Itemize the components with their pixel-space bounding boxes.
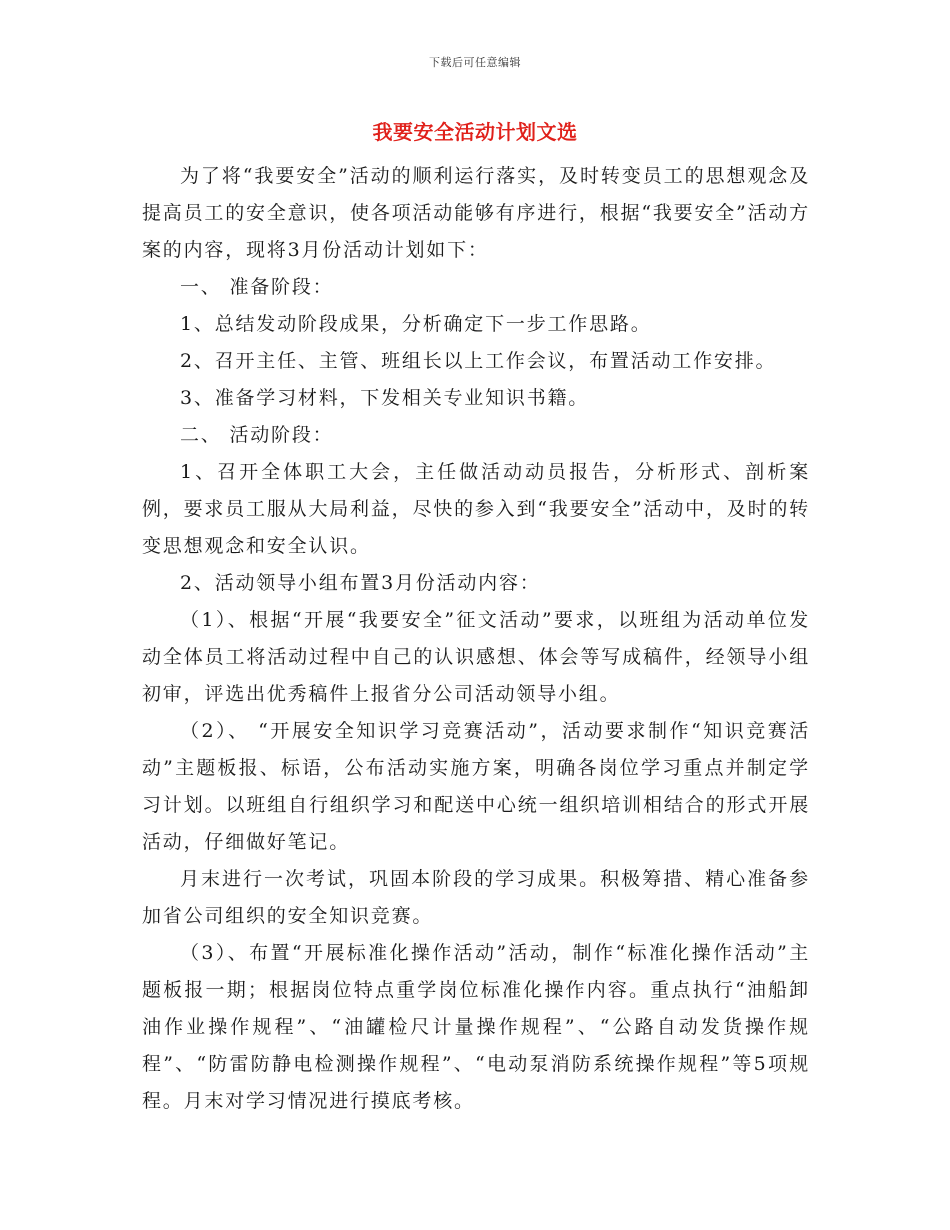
paragraph-activity-item-2: 2、活动领导小组布置3月份活动内容：	[180, 572, 541, 594]
paragraph-prep-item-3: 3、准备学习材料，下发相关专业知识书籍。	[180, 387, 590, 409]
document-body	[142, 158, 810, 1120]
section-heading-activity: 二、 活动阶段：	[180, 424, 334, 446]
paragraph-month-end-exam: 月末进行一次考试，巩固本阶段的学习成果。积极筹措、精心准备参加省公司组织的安全知识竞赛。	[142, 868, 810, 927]
section-heading-preparation: 一、 准备阶段：	[180, 276, 334, 298]
paragraph-prep-item-1: 1、总结发动阶段成果，分析确定下一步工作思路。	[180, 313, 652, 335]
paragraph-subitem-2: （2）、 “开展安全知识学习竞赛活动”，活动要求制作“知识竞赛活动”主题板报、标语，公布活动实施方案，明确各岗位学习重点并制定学习计划。以班组自行组织学习和配送中心统一组织培训相结合的形式开展活动，仔细做好笔记。	[142, 720, 810, 853]
paragraph-prep-item-2: 2、召开主任、主管、班组长以上工作会议，布置活动工作安排。	[180, 350, 777, 372]
paragraph-subitem-3: （3）、布置“开展标准化操作活动”活动，制作“标准化操作活动”主题板报一期；根据岗位特点重学岗位标准化操作内容。重点执行“油船卸油作业操作规程”、“油罐检尺计量操作规程”、“公路自动发货操作规程”、“防雷防静电检测操作规程”、“电动泵消防系统操作规程”等5项规程。月末对学习情况进行摸底考核。	[142, 942, 810, 1112]
paragraph-subitem-1: （1）、根据“开展“我要安全”征文活动”要求，以班组为活动单位发动全体员工将活动过程中自己的认识感想、体会等写成稿件，经领导小组初审，评选出优秀稿件上报省分公司活动领导小组。	[142, 609, 810, 705]
header-note: 下载后可任意编辑	[429, 56, 521, 69]
paragraph-activity-item-1: 1、召开全体职工大会，主任做活动动员报告，分析形式、剖析案例，要求员工服从大局利益，尽快的参入到“我要安全”活动中，及时的转变思想观念和安全认识。	[142, 461, 810, 557]
paragraph-intro: 为了将“我要安全”活动的顺利运行落实，及时转变员工的思想观念及提高员工的安全意识，使各项活动能够有序进行，根据“我要安全”活动方案的内容，现将3月份活动计划如下：	[142, 165, 810, 261]
document-title: 我要安全活动计划文选	[372, 120, 578, 144]
